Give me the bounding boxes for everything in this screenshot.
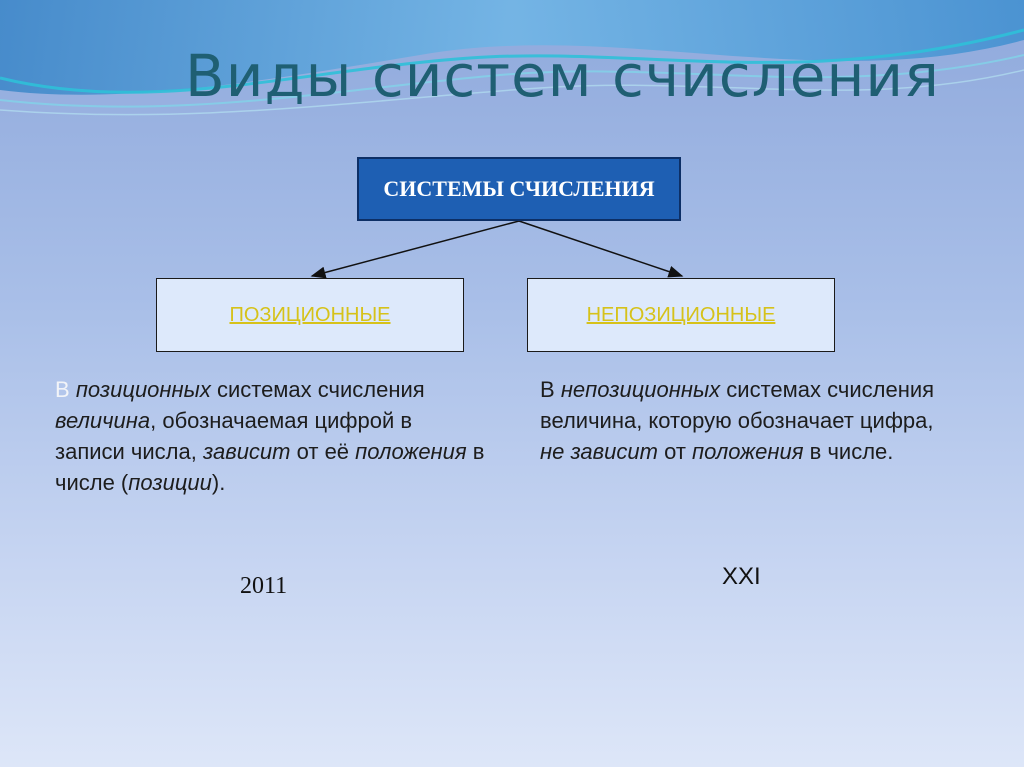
nonpositional-link[interactable]: НЕПОЗИЦИОННЫЕ: [586, 303, 776, 326]
nonpositional-description: В непозиционных системах счисления величина, которую обозначает цифра, не зависит от положения в числе.: [540, 377, 935, 464]
arrow-to-nonpositional: [519, 221, 682, 276]
root-node: [357, 157, 681, 221]
positional-example: 2011: [240, 573, 288, 599]
positional-node: [156, 278, 464, 352]
positional-description: В позиционных системах счисления величина, обозначаемая цифрой в записи числа, зависит от её положения в числе (позиции).: [55, 377, 485, 495]
root-node-label: СИСТЕМЫ СЧИСЛЕНИЯ: [383, 176, 655, 201]
nonpositional-example: XXI: [722, 563, 761, 590]
arrow-to-positional: [312, 221, 519, 276]
slide-title: Виды систем счисления: [185, 42, 940, 110]
positional-link[interactable]: ПОЗИЦИОННЫЕ: [229, 303, 391, 326]
nonpositional-node: [527, 278, 835, 352]
